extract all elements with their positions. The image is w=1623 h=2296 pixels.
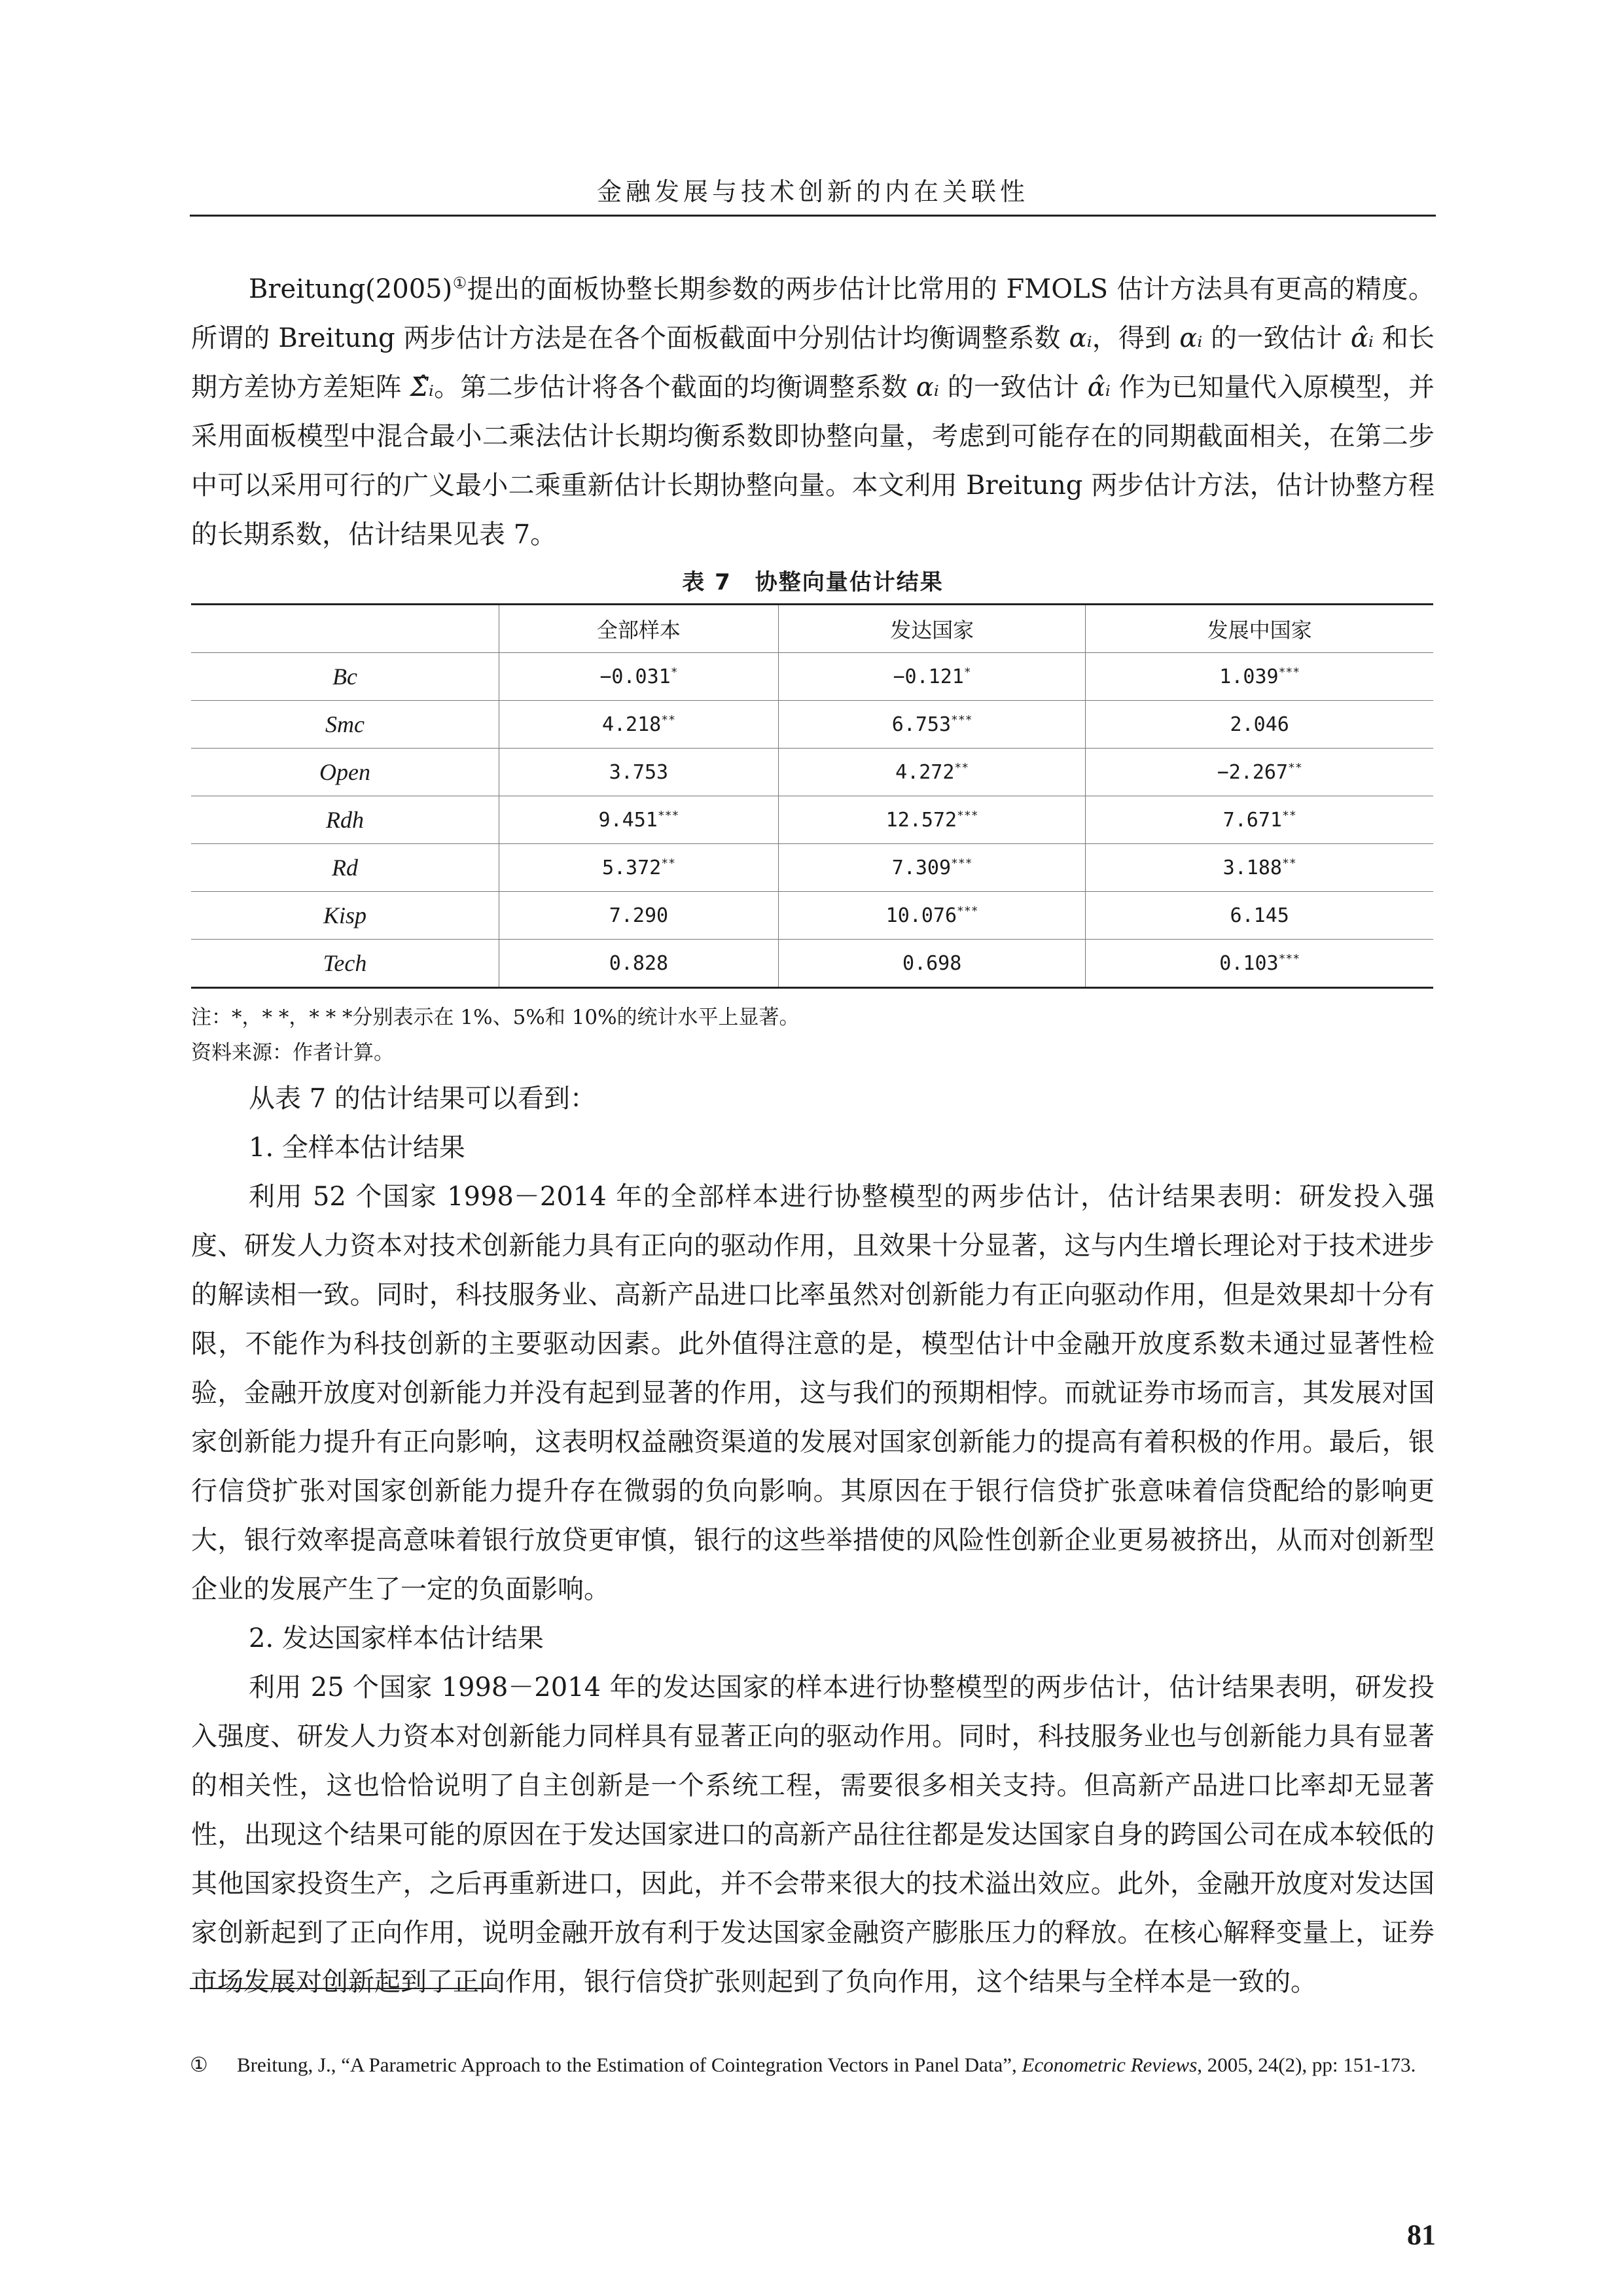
alpha-hat-symbol: α̂ᵢ [1350,323,1374,353]
footnote-journal: Econometric Reviews [1022,2053,1198,2076]
table-row [191,701,1433,749]
footnote-ref-marker[interactable]: ① [452,274,467,292]
footnote-text-before: Breitung, J., “A Parametric Approach to the Estimation of Cointegration Vectors in Panel Data”, [237,2053,1022,2076]
column-header: 全部样本 [499,605,779,653]
variable-cell: Kisp [191,892,499,940]
coefficient-value: 5.372 [601,856,662,879]
variable-cell: Rdh [191,796,499,844]
value-cell [499,892,779,940]
intro-part2: 提出的面板协整长期参数的两步估计比常用的 FMOLS 估计方法具有更高的精度。所谓的 Breitung 两步估计方法是在各个面板截面中分别估计均衡调整系数 [191,274,1435,353]
alpha-symbol: αᵢ [1179,323,1203,353]
value-cell [1086,796,1433,844]
alpha-symbol: αᵢ [1069,323,1092,353]
page-number: 81 [1407,2219,1436,2251]
coefficient-value: 7.671 [1222,808,1282,832]
significance-stars: * [670,665,678,679]
coefficient-value: 3.188 [1222,856,1282,879]
value-cell [1086,844,1433,892]
running-title: 金融发展与技术创新的内在关联性 [596,177,1029,206]
table-row [191,940,1433,988]
section2-paragraph: 利用 25 个国家 1998－2014 年的发达国家的样本进行协整模型的两步估计，估计结果表明，研发投入强度、研发人力资本对创新能力同样具有显著正向的驱动作用。同时，科技服务业也与创新能力具有显著的相关性，这也恰恰说明了自主创新是一个系统工程，需要很多相关支持。但高新产品进口比率却无显著性，出现这个结果可能的原因在于发达国家进口的高新产品往往都是发达国家自身的跨国公司在成本较低的其他国家投资生产，之后再重新进口，因此，并不会带来很大的技术溢出效应。此外，金融开放度对发达国家创新起到了正向作用，说明金融开放有利于发达国家金融资产膨胀压力的释放。在核心解释变量上，证券市场发展对创新起到了正向作用，银行信贷扩张则起到了负向作用，这个结果与全样本是一致的。 [191,1672,1435,1997]
footnote-rule [190,1988,497,1989]
coefficient-value: 0.103 [1219,951,1279,975]
value-cell [1086,701,1433,749]
value-cell [499,796,779,844]
coefficient-value: −0.031 [599,665,671,688]
coefficient-value: 4.218 [601,713,662,736]
table-caption: 表 7 协整向量估计结果 [682,569,944,595]
table-source: 资料来源：作者计算。 [191,1041,394,1065]
significance-stars: *** [957,904,978,918]
coefficient-value: 4.272 [895,760,955,784]
significance-stars: ** [1281,808,1296,822]
table-row [191,653,1433,701]
coefficient-value: 7.290 [609,904,669,927]
value-cell [1086,892,1433,940]
column-header: 发展中国家 [1086,605,1433,653]
table-row [191,892,1433,940]
column-header [191,605,499,653]
alpha-hat-symbol: α̂ᵢ [1087,372,1111,402]
value-cell [778,892,1085,940]
coefficient-value: −0.121 [893,665,964,688]
coefficient-value: 6.145 [1230,904,1289,927]
column-header: 发达国家 [778,605,1085,653]
significance-stars: *** [1278,951,1300,966]
significance-stars: *** [957,808,978,822]
significance-stars: ** [954,760,969,775]
sigma-symbol: Σ̂ᵢ [410,372,434,402]
results-section [191,1074,1435,2007]
intro-part6: 。第二步估计将各个截面的均衡调整系数 [433,372,916,402]
intro-part4: 的一致估计 [1202,323,1351,353]
footnote-text-after: , 2005, 24(2), pp: 151-173. [1197,2053,1416,2076]
coefficient-value: 0.828 [609,951,669,975]
coefficient-value: 12.572 [885,808,957,832]
footnote [190,2049,1436,2081]
significance-stars: *** [951,856,972,870]
value-cell [778,940,1085,988]
value-cell [499,749,779,796]
value-cell [778,701,1085,749]
value-cell [1086,749,1433,796]
coefficient-value: 0.698 [902,951,962,975]
alpha-symbol: αᵢ [916,372,939,402]
coefficient-value: −2.267 [1217,760,1289,784]
coefficient-value: 2.046 [1230,713,1289,736]
table-note: 注：*，* *，* * *分别表示在 1%、5%和 10%的统计水平上显著。 [191,1006,800,1029]
intro-part3: ，得到 [1092,323,1180,353]
value-cell [1086,940,1433,988]
variable-cell: Bc [191,653,499,701]
table-header-row [191,605,1433,653]
header-rule [190,215,1436,217]
value-cell [1086,653,1433,701]
coefficient-value: 6.753 [891,713,952,736]
significance-stars: ** [661,713,675,727]
value-cell [778,749,1085,796]
intro-part8: 作为已知量代入原模型，并采用面板模型中混合最小二乘法估计长期均衡系数即协整向量，考虑到可能存在的同期截面相关，在第二步中可以采用可行的广义最小二乘重新估计长期协整向量。本文利用 Breitung 两步估计方法，估计协整方程的长期系数，估计结果见表 7。 [191,372,1435,550]
value-cell [499,940,779,988]
coefficient-value: 1.039 [1219,665,1279,688]
coefficient-value: 3.753 [609,760,669,784]
footnote-marker: ① [190,2053,208,2076]
section2-heading: 2. 发达国家样本估计结果 [249,1623,544,1653]
variable-cell: Open [191,749,499,796]
value-cell [778,796,1085,844]
value-cell [778,653,1085,701]
coefficient-value: 10.076 [885,904,957,927]
significance-stars: ** [661,856,675,870]
value-cell [499,653,779,701]
section1-heading: 1. 全样本估计结果 [249,1133,465,1163]
coefficient-value: 7.309 [891,856,952,879]
significance-stars: *** [1278,665,1300,679]
intro-part5: 和长期方差协方差矩阵 [191,323,1435,402]
significance-stars: * [963,665,971,679]
table-row [191,749,1433,796]
intro-paragraph [191,265,1435,559]
significance-stars: ** [1281,856,1296,870]
value-cell [499,844,779,892]
variable-cell: Tech [191,940,499,988]
coefficient-value: 9.451 [598,808,658,832]
variable-cell: Rd [191,844,499,892]
significance-stars: *** [657,808,679,822]
value-cell [499,701,779,749]
table-row [191,796,1433,844]
significance-stars: ** [1288,760,1302,775]
results-table [191,603,1433,989]
variable-cell: Smc [191,701,499,749]
intro-part7: 的一致估计 [938,372,1088,402]
results-lead-in: 从表 7 的估计结果可以看到： [249,1084,596,1114]
section1-paragraph: 利用 52 个国家 1998－2014 年的全部样本进行协整模型的两步估计，估计结果表明：研发投入强度、研发人力资本对技术创新能力具有正向的驱动作用，且效果十分显著，这与内生增长理论对于技术进步的解读相一致。同时，科技服务业、高新产品进口比率虽然对创新能力有正向驱动作用，但是效果却十分有限，不能作为科技创新的主要驱动因素。此外值得注意的是，模型估计中金融开放度系数未通过显著性检验，金融开放度对创新能力并没有起到显著的作用，这与我们的预期相悖。而就证券市场而言，其发展对国家创新能力提升有正向影响，这表明权益融资渠道的发展对国家创新能力的提高有着积极的作用。最后，银行信贷扩张对国家创新能力提升存在微弱的负向影响。其原因在于银行信贷扩张意味着信贷配给的影响更大，银行效率提高意味着银行放贷更审慎，银行的这些举措使的风险性创新企业更易被挤出，从而对创新型企业的发展产生了一定的负面影响。 [191,1182,1435,1604]
significance-stars: *** [951,713,972,727]
table-row [191,844,1433,892]
intro-part1: Breitung(2005) [249,274,453,304]
value-cell [778,844,1085,892]
